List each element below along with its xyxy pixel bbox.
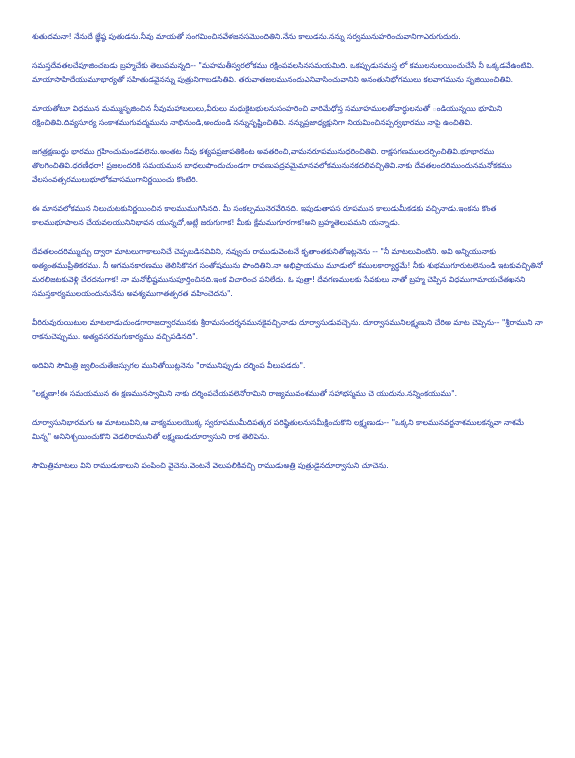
paragraph-5: ఈ మానవలోకమున నిలుచుటకునిర్ణయించిన కాలముముగిసినది. మీ సంకల్పమునెరవేరినది. ఇపుడుతాపస రూపమున కాలుడుమీకడకు వచ్చినాడు.ఇంకను కొంత కాలముభూపాలన చేయవలయునినిభావన యున్నచో,అట్లే జరుగుగాక! మీకు క్షేమముగూరగాక!అని బ్రహ్మతెలుపమని యన్నాడు. <box>32 204 497 227</box>
paragraph-3: మాయతోటూ విధమున మమ్ముసృజించిన నీవుమహాబలులు,వీరులు మధుకైటభులనుసంహరించి వారిమేధోస్త సమూహములతోవార్ధులనుతో ండియున్నయి భూమిని రక్షించితివి.దివ్యసూర్య సంకాశముగువద్మమును నాభినుండి,అందుండి నన్నుసృష్టించితివి. నన్నుప్రజాధ్యక్షునిగా నియమించినప్పర్వభారము నాపై ఉంచితివి. <box>32 104 503 127</box>
paragraph-8: అదివిని సౌమిత్రి జ్వలించుతేజస్సుగల మునితోయిట్లనెను "రామునిప్పుడు దర్శింప వీలుపడదు". <box>32 361 306 370</box>
paragraph-4: జగత్రక్షణుద్ధు భారము గ్రహించుమండవలెను.అంతట నీవు కశ్యపప్రజాపతికింట అవతరించి,వామనరూపమునుధరించితివి. రాక్షసగణములదర్పించితివి.భూభారము తొలగించితివి.ధరణీధరా! ప్రజలందరికి సమయమున బాధలుపొందుచుండగా రావణుపద్రవమైమానవలోకమునునకదలివచ్చితివి.నాకు దేవతలందరిముందునమనోకకము వేలసంవత్సరములుభూలోకవాసముగానిర్ణయించు కొంటిరి. <box>32 147 512 184</box>
paragraph-2: సమస్తదేవతలచేపూజించబడు బ్రహ్మచేకు తెలుపమన్నది-- "మహమతీస్వరలోకము రక్షింపవలసినసమయమిది. ఒకప్పుడుసమస్త లో కములనులయించుచేసే నీ ఒక్కడవేఉంటివి. మాయాసాహిదేయుమూభార్యతో సహితుడవైనన్ను పుత్రునిగాబడసితివి. తరువాతజలమునందుఎనివాసించువానిని అనంతునిభోగములు కలవాగమును సృజియించితివి. <box>32 61 535 84</box>
paragraph-11: సౌమిత్రిమాటలు విని రాముడుకాలుని పంపించి వైచెను.వెంటనే వెలుపలికివచ్చి రాముడుఅత్రి పుత్రుడైనదూర్వాసుని చూచెను. <box>32 461 389 470</box>
paragraph-9: "లక్ష్మణా!ఈ సమయమున ఈ క్షణమునస్వామిని నాకు దర్శింపచేయవలెనోరామిని రాజ్యమువంశముతో సహాభస్మము చె యుదును.నన్నింకయుము". <box>32 389 458 398</box>
paragraph-6: దేవతలందరిమ్ముచ్చు ద్వారా మాటలుగాకాలునిచే చెప్పబడినవివిని, నవ్వుచు రాముడువెంటనే కృతాంతకునితోఇట్లనెను -- "నీ మాటలువింటిని. అవి అన్నియునాకు అత్యంతముప్రీతికరము. నీ ఆగమనకారణము తెలిసికొనగ సంతోషమును పొందితిని.నా అభిప్రాయము మూడులో కములకార్యార్థమే! నీకు శుభముగూరుటలెనుండి ఇటకువచ్చితినో మరలిజటకువెళ్లి చేరదనుగాక! నా మనోభీష్టమునుపూర్తించినది.ఇంక విచారించ పనిలేదు. ఓ పుత్రా! దేవగణములకు సేవకులు నాతో బ్రహ్మ చెప్పిన విధముగామాయచేతఖనని సమస్తకార్యములయందునునేను అవశ్యముగాతత్పరత వహించెదను". <box>32 247 543 298</box>
paragraph-7: వీరిరువురుయిటుల మాటలాడుచుండగారాజద్వారమునకు శ్రీరామసందర్శనమునకైవచ్చినాడు దూర్వాసుడువచ్చెను. దూర్వాసమునిలక్ష్మణుని చేరిఅ మాట చెప్పెను-- "శ్రీరాముని నా రాకనుచెప్పుము. అత్యవసరమగుకార్యము వచ్చిపడినది". <box>32 318 543 341</box>
paragraph-1: శుతుదమనా! నేనుదే జ్ఞేష్ఠ పుతుడను.నీవు మాయతో సంగమించినవేళజనసమొందితిని.నేను కాలుడను.నన్ను సర్వమునుహరించువానిగాఎరుగుదురు. <box>32 32 461 41</box>
paragraph-10: దూర్వాసునిభారమగు ఆ మాటలువిని,ఆ వాక్యములయొక్క స్వరూపముమీదిపత్కర పరిష్థితులనుసమీక్షించుకొని లక్ష్మణుడు-- "ఒక్కని కాలమునవర్జనాశములకన్నవా నాశమే మిన్న" అనినిశ్చయించుకొని వెడలిరామునితో లక్ష్మణుడుదూర్వాసుని రాక తెలిపెను. <box>32 418 524 441</box>
